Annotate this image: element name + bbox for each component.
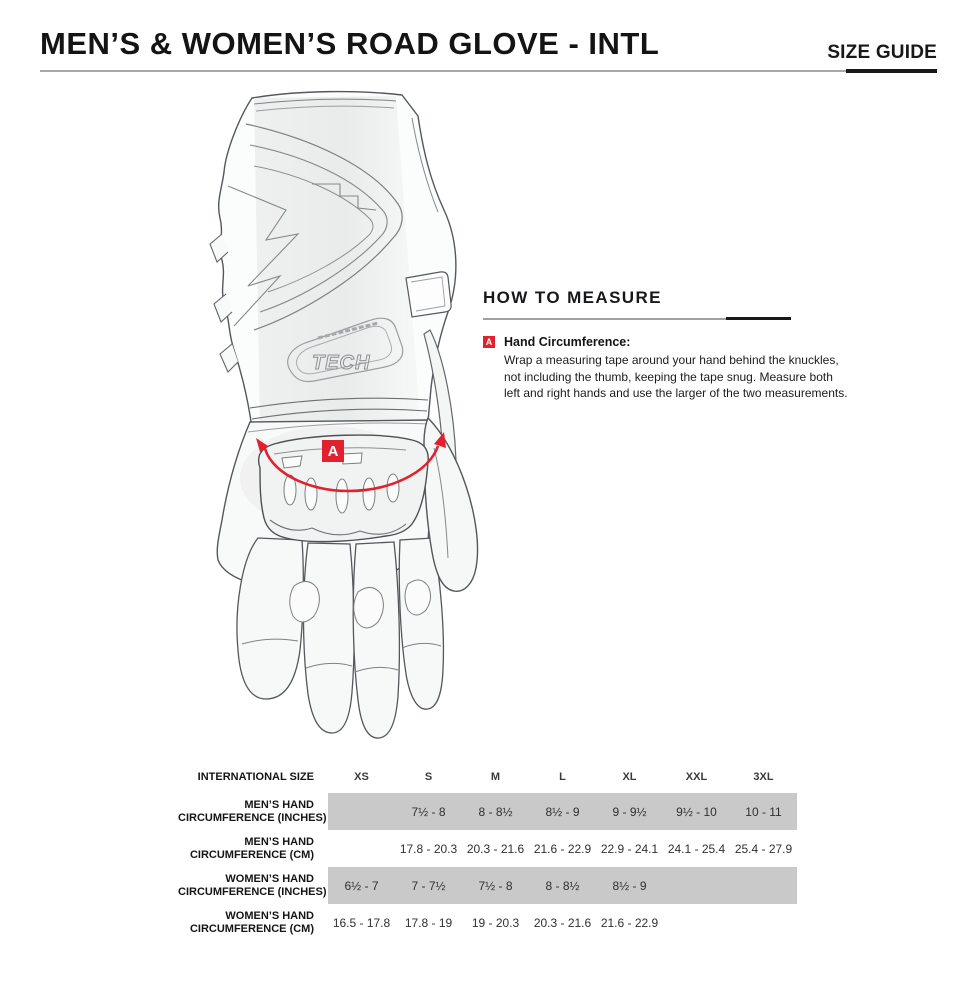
table-cell: 21.6 - 22.9 [533, 841, 592, 856]
table-cell [328, 830, 395, 867]
size-col-l: L [559, 771, 566, 783]
size-col-xs: XS [354, 771, 369, 783]
table-cell: 8½ - 9 [529, 793, 596, 830]
marker-a-badge: A [483, 336, 495, 348]
size-col-s: S [424, 771, 433, 783]
table-cell: 7½ - 8 [395, 793, 462, 830]
table-cell: 24.1 - 25.4 [667, 841, 726, 856]
table-cell: 17.8 - 19 [404, 915, 453, 930]
table-cell: 20.3 - 21.6 [466, 841, 525, 856]
table-cell: 7 - 7½ [395, 867, 462, 904]
table-cell [663, 867, 730, 904]
header-divider-accent [846, 69, 937, 73]
row-label: CIRCUMFERENCE (INCHES) [178, 811, 327, 824]
row-label: CIRCUMFERENCE (CM) [189, 848, 314, 861]
table-cell: 8 - 8½ [529, 867, 596, 904]
row-label: WOMEN’S HAND [225, 909, 314, 922]
table-cell: 8½ - 9 [596, 867, 663, 904]
size-guide-badge: SIZE GUIDE [827, 42, 937, 63]
hand-circumference-label: Hand Circumference: [504, 335, 631, 349]
table-cell [328, 793, 395, 830]
instruction-line: left and right hands and use the larger of the two measurements. [504, 386, 848, 400]
row-label: WOMEN’S HAND [225, 872, 314, 885]
table-cell: 9½ - 10 [663, 793, 730, 830]
table-row-womens-cm [178, 904, 797, 941]
table-row-mens-inches [178, 793, 797, 830]
table-cell [730, 904, 797, 941]
instruction-line: Wrap a measuring tape around your hand behind the knuckles, [504, 353, 839, 367]
table-row-mens-cm [178, 830, 797, 867]
table-cell [730, 867, 797, 904]
table-cell: 8 - 8½ [462, 793, 529, 830]
row-label: CIRCUMFERENCE (INCHES) [178, 885, 327, 898]
page-title: MEN’S & WOMEN’S ROAD GLOVE - INTL [40, 26, 660, 61]
table-cell: 20.3 - 21.6 [533, 915, 592, 930]
table-cell: 17.8 - 20.3 [399, 841, 458, 856]
how-to-measure-divider [483, 317, 791, 320]
table-cell: 25.4 - 27.9 [734, 841, 793, 856]
row-label: CIRCUMFERENCE (CM) [189, 922, 314, 935]
tech-label: TECH [312, 352, 371, 374]
table-cell: 9 - 9½ [596, 793, 663, 830]
header-divider [40, 70, 846, 72]
how-to-measure-title: HOW TO MEASURE [483, 288, 662, 307]
table-cell: 16.5 - 17.8 [332, 915, 391, 930]
row-label: MEN’S HAND [244, 835, 314, 848]
size-table-header-row [178, 761, 797, 793]
table-cell: 10 - 11 [730, 793, 797, 830]
table-cell: 7½ - 8 [462, 867, 529, 904]
row-label: MEN’S HAND [244, 798, 314, 811]
size-table-header-label: INTERNATIONAL SIZE [197, 770, 314, 783]
table-cell: 22.9 - 24.1 [600, 841, 659, 856]
table-cell: 19 - 20.3 [471, 915, 520, 930]
how-to-measure-section [483, 288, 848, 402]
size-col-m: M [490, 771, 501, 783]
size-col-xxl: XXL [685, 771, 708, 783]
table-row-womens-inches [178, 867, 797, 904]
size-col-3xl: 3XL [753, 771, 774, 783]
hand-circumference-item [483, 335, 848, 402]
glove-illustration [190, 88, 500, 753]
glove-marker-label: A [327, 443, 339, 460]
glove-svg [190, 88, 500, 753]
size-table [178, 761, 797, 941]
glove-cuff [210, 92, 456, 428]
table-cell [663, 904, 730, 941]
wrist-strap [406, 272, 451, 317]
glove-fingers [237, 538, 443, 738]
size-col-xl: XL [622, 771, 637, 783]
table-cell: 21.6 - 22.9 [600, 915, 659, 930]
instruction-line: not including the thumb, keeping the tape snug. Measure both [504, 369, 833, 384]
table-cell: 6½ - 7 [328, 867, 395, 904]
